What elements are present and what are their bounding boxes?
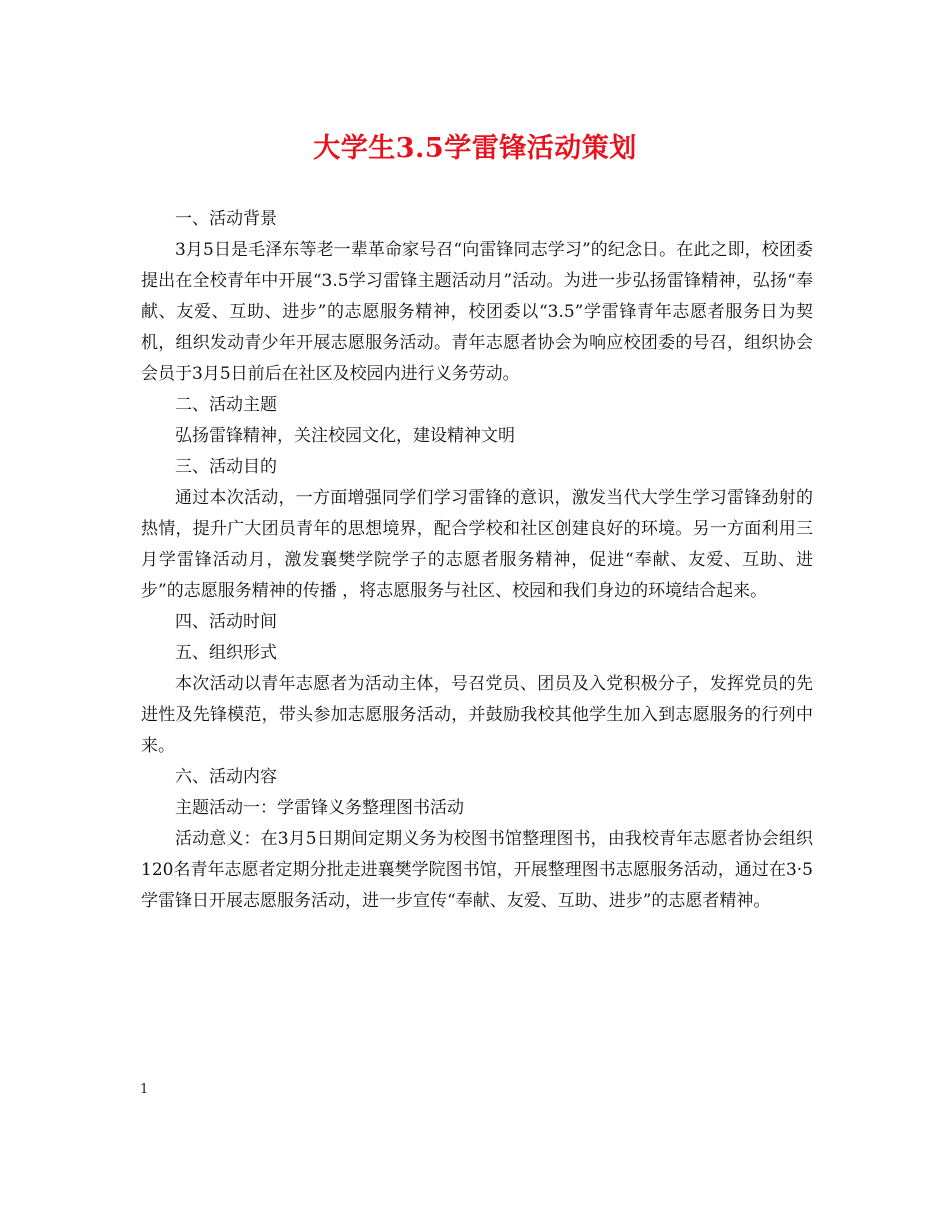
section-heading-time: 四、活动时间 bbox=[175, 612, 277, 632]
document-body bbox=[141, 204, 813, 917]
paragraph-background: 3月5日是毛泽东等老一辈革命家号召“向雷锋同志学习”的纪念日。在此之即，校团委提出在全校青年中开展“3.5学习雷锋主题活动月”活动。为进一步弘扬雷锋精神，弘扬“奉献、友爱、互助、进步”的志愿服务精神，校团委以“3.5”学雷锋青年志愿者服务日为契机，组织发动青少年开展志愿服务活动。青年志愿者协会为响应校团委的号召，组织协会会员于3月5日前后在社区及校园内进行义务劳动。 bbox=[141, 240, 813, 384]
section-heading-purpose: 三、活动目的 bbox=[175, 457, 277, 477]
document-title: 大学生3.5学雷锋活动策划 bbox=[313, 133, 637, 164]
paragraph-activity-one: 主题活动一：学雷锋义务整理图书活动 bbox=[175, 798, 464, 818]
section-heading-theme: 二、活动主题 bbox=[175, 395, 277, 415]
paragraph-activity-meaning: 活动意义：在3月5日期间定期义务为校图书馆整理图书，由我校青年志愿者协会组织120名青年志愿者定期分批走进襄樊学院图书馆，开展整理图书志愿服务活动，通过在3·5学雷锋日开展志愿服务活动，进一步宣传“奉献、友爱、互助、进步”的志愿者精神。 bbox=[141, 829, 813, 911]
section-heading-background: 一、活动背景 bbox=[175, 209, 277, 229]
page-number: 1 bbox=[140, 1082, 149, 1097]
paragraph-form: 本次活动以青年志愿者为活动主体，号召党员、团员及入党积极分子，发挥党员的先进性及先锋模范，带头参加志愿服务活动，并鼓励我校其他学生加入到志愿服务的行列中来。 bbox=[141, 674, 813, 756]
paragraph-purpose: 通过本次活动，一方面增强同学们学习雷锋的意识，激发当代大学生学习雷锋劲射的热情，提升广大团员青年的思想境界，配合学校和社区创建良好的环境。另一方面利用三月学雷锋活动月，激发襄樊学院学子的志愿者服务精神，促进“奉献、友爱、互助、进步”的志愿服务精神的传播 ，将志愿服务与社区、校园和我们身边的环境结合起来。 bbox=[141, 488, 813, 601]
section-heading-form: 五、组织形式 bbox=[175, 643, 277, 663]
paragraph-theme: 弘扬雷锋精神，关注校园文化，建设精神文明 bbox=[175, 426, 515, 446]
section-heading-content: 六、活动内容 bbox=[175, 767, 277, 787]
